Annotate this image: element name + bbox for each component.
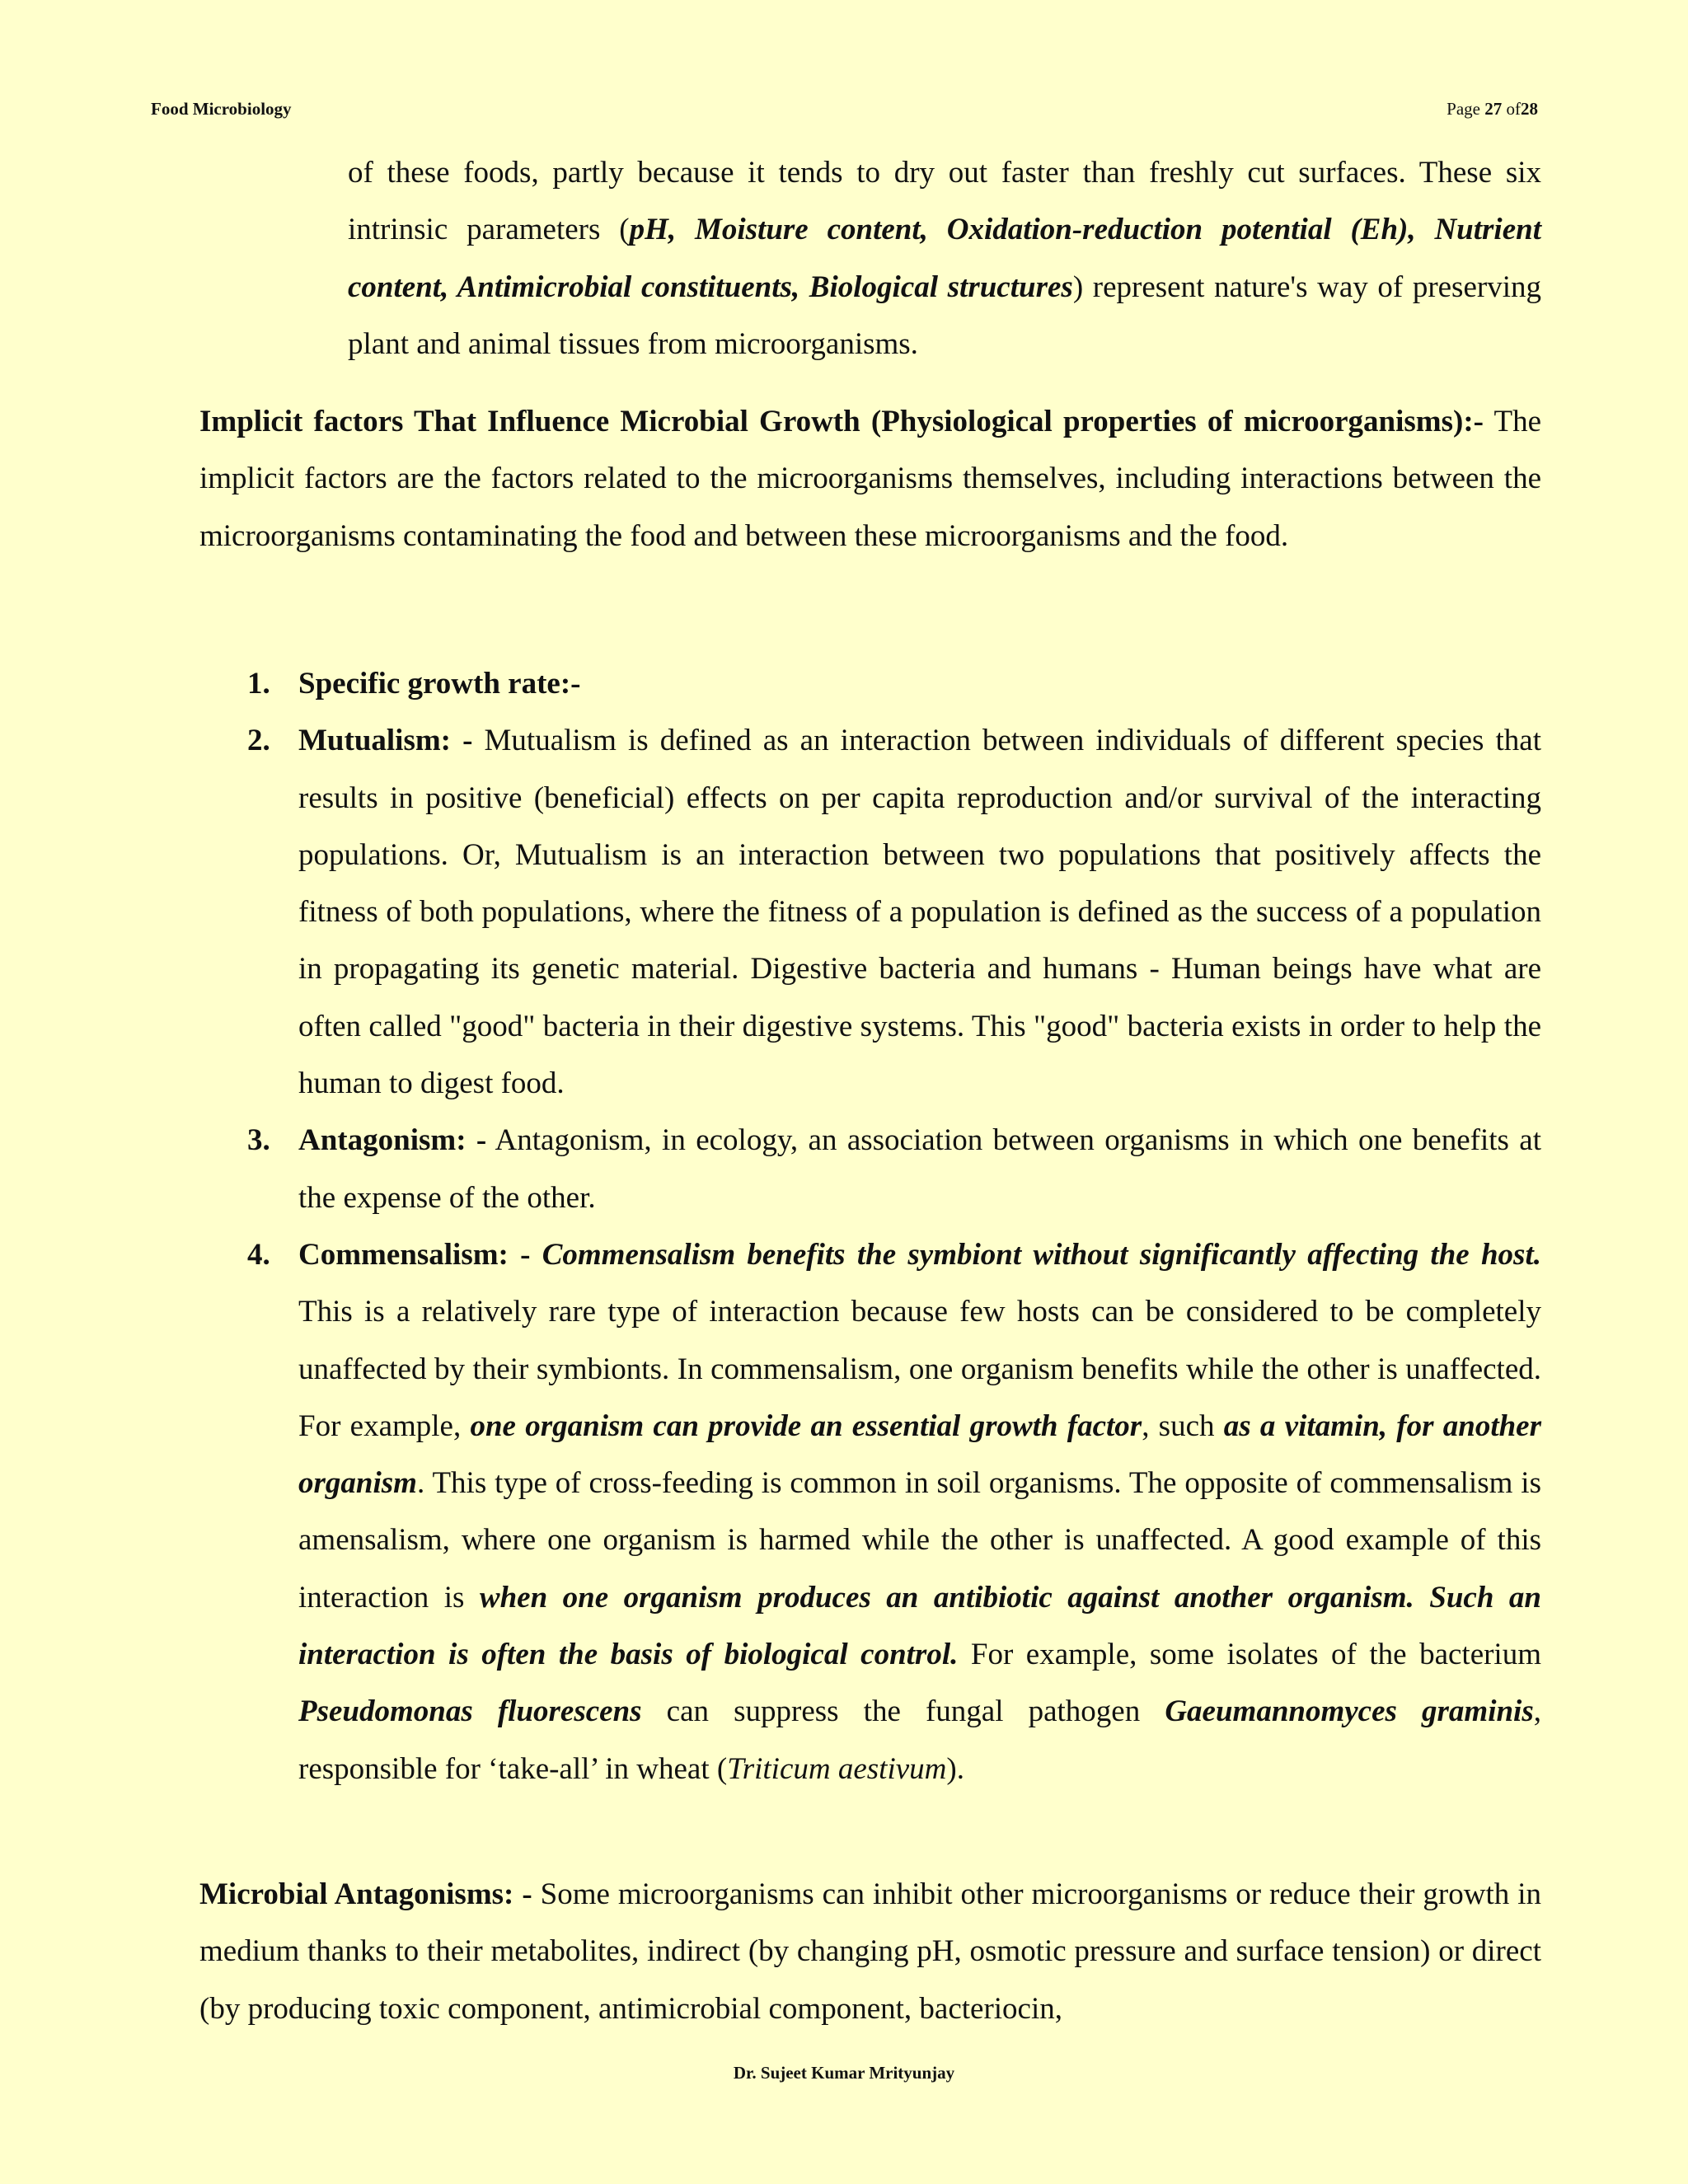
implicit-factors-paragraph xyxy=(199,393,1541,565)
page-word: Page xyxy=(1447,99,1480,119)
list-item-text: For example, some isolates of the bacterium xyxy=(958,1638,1541,1672)
microbial-antagonisms-heading: Microbial Antagonisms: - xyxy=(199,1877,532,1911)
emphasis-text: as a vitamin, for another organism xyxy=(298,1408,1542,1501)
list-item-text: Antagonism, in ecology, an association between organisms in which one benefits at the expense of the other. xyxy=(298,1123,1541,1215)
page-of: of xyxy=(1506,99,1521,119)
list-item-label: Commensalism: - xyxy=(298,1237,531,1272)
header-title: Food Microbiology xyxy=(151,99,292,119)
interactions-list xyxy=(199,655,1541,1797)
page-number xyxy=(1447,99,1538,120)
list-number: 3. xyxy=(247,1123,270,1158)
list-item-text: . This type of cross-feeding is common in soil organisms. The opposite of commensalism is amensalism, where one organism is harmed while the other is unaffected. A good example of this interaction is xyxy=(298,1466,1541,1615)
emphasis-text: when one organism produces an antibiotic against another organism. Such an interaction is often the basis of biological control. xyxy=(298,1580,1541,1672)
intro-parameters: pH, Moisture content, Oxidation-reduction potential (Eh), Nutrient content, Antimicrobial constituents, Biological structures xyxy=(348,213,1541,304)
list-number: 4. xyxy=(247,1237,270,1272)
list-item-specific-growth-rate xyxy=(199,655,1541,712)
list-item-text: , responsible for ‘take-all’ in wheat ( xyxy=(298,1694,1541,1786)
page-total: 28 xyxy=(1521,99,1538,119)
list-item-antagonism xyxy=(199,1112,1541,1226)
intro-text-2: ) represent nature's way of preserving plant and animal tissues from microorganisms. xyxy=(348,269,1541,361)
list-item-commensalism xyxy=(199,1226,1541,1797)
list-item-mutualism xyxy=(199,712,1541,1112)
implicit-factors-text: The implicit factors are the factors related to the microorganisms themselves, including interactions between the microorganisms contaminating the food and between these microorganisms and the food. xyxy=(199,405,1541,553)
list-item-text: This is a relatively rare type of interaction because few hosts can be considered to be completely unaffected by their symbionts. In commensalism, one organism benefits while the other is unaffected. For example, xyxy=(298,1295,1541,1443)
intro-text-1: of these foods, partly because it tends to dry out faster than freshly cut surfaces. These six intrinsic parameters ( xyxy=(348,156,1541,247)
footer-author: Dr. Sujeet Kumar Mrityunjay xyxy=(733,2063,955,2083)
species-name: Gaeumannomyces graminis xyxy=(1165,1694,1534,1729)
list-item-label: Specific growth rate:- xyxy=(298,667,581,701)
list-item-text: ). xyxy=(946,1751,964,1786)
list-item-text: Mutualism is defined as an interaction between individuals of different species that results in positive (beneficial) effects on per capita reproduction and/or survival of the interacting populations. Or, Mutualism is an interaction between two populations that positively affects the fitness of both populations, where the fitness of a population is defined as the success of a population in propagating its genetic material. Digestive bacteria and humans - Human beings have what are often called "good" bacteria in their digestive systems. This "good" bacteria exists in order to help the human to digest food. xyxy=(298,724,1541,1101)
list-item-label: Mutualism: - xyxy=(298,724,473,758)
list-number: 1. xyxy=(247,667,270,701)
commensalism-definition: Commensalism benefits the symbiont without significantly affecting the host. xyxy=(530,1237,1541,1272)
microbial-antagonisms-paragraph xyxy=(199,1866,1541,2037)
intro-paragraph xyxy=(348,144,1541,373)
species-name-italic: Triticum aestivum xyxy=(727,1751,947,1786)
species-name: Pseudomonas fluorescens xyxy=(298,1694,642,1729)
list-number: 2. xyxy=(247,724,270,758)
page-current: 27 xyxy=(1484,99,1503,119)
list-item-label: Antagonism: - xyxy=(298,1123,487,1158)
implicit-factors-heading: Implicit factors That Influence Microbial Growth (Physiological properties of microorganisms):- xyxy=(199,405,1484,438)
list-item-text: can suppress the fungal pathogen xyxy=(641,1694,1165,1729)
emphasis-text: one organism can provide an essential growth factor xyxy=(470,1408,1142,1443)
microbial-antagonisms-text: Some microorganisms can inhibit other microorganisms or reduce their growth in medium thanks to their metabolites, indirect (by changing pH, osmotic pressure and surface tension) or direct (by producing toxic component, antimicrobial component, bacteriocin, xyxy=(199,1877,1541,2026)
list-item-text: , such xyxy=(1142,1408,1224,1443)
